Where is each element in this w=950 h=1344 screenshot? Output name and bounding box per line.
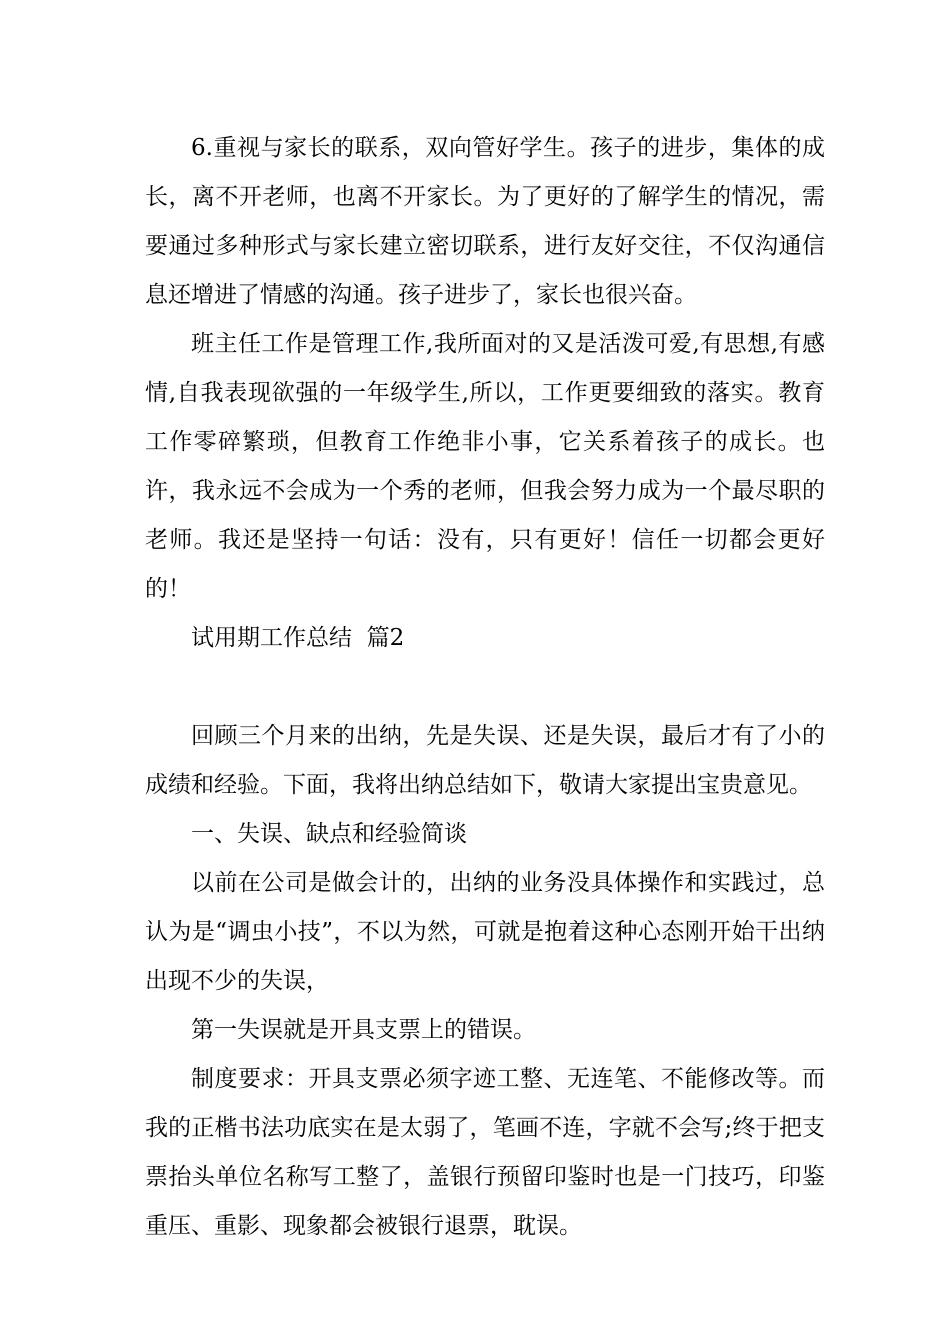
paragraph-class-teacher-work: 班主任工作是管理工作,我所面对的又是活泼可爱,有思想,有感情,自我表现欲强的一年级学生,所以，工作更要细致的落实。教育工作零碎繁琐，但教育工作绝非小事，它关系着孩子的成长。也许，我永远不会成为一个秀的老师，但我会努力成为一个最尽职的老师。我还是坚持一句话：没有，只有更好！信任一切都会更好的！ xyxy=(145,331,825,602)
paragraph-parent-contact: 6.重视与家长的联系，双向管好学生。孩子的进步，集体的成长，离不开老师，也离不开家长。为了更好的了解学生的情况，需要通过多种形式与家长建立密切联系，进行友好交往，不仅沟通信息还增进了情感的沟通。孩子进步了，家长也很兴奋。 xyxy=(145,135,825,308)
paragraph-cheque-rules: 制度要求：开具支票必须字迹工整、无连笔、不能修改等。而我的正楷书法功底实在是太弱了，笔画不连，字就不会写;终于把支票抬头单位名称写工整了，盖银行预留印鉴时也是一门技巧，印鉴重压、重影、现象都会被银行退票，耽误。 xyxy=(145,1066,825,1239)
subheading-mistakes-and-experience: 一、失误、缺点和经验简谈 xyxy=(191,821,467,847)
document-body xyxy=(145,124,825,1251)
section-heading-part-2: 试用期工作总结 篇2 xyxy=(191,625,405,651)
paragraph-first-mistake: 第一失误就是开具支票上的错误。 xyxy=(191,1017,536,1043)
blank-line xyxy=(145,663,825,712)
paragraph-former-accountant: 以前在公司是做会计的，出纳的业务没具体操作和实践过，总认为是“调虫小技”，不以为然，可就是抱着这种心态刚开始干出纳出现不少的失误， xyxy=(145,870,825,994)
paragraph-review-three-months: 回顾三个月来的出纳，先是失误、还是失误，最后才有了小的成绩和经验。下面，我将出纳总结如下，敬请大家提出宝贵意见。 xyxy=(145,723,825,798)
